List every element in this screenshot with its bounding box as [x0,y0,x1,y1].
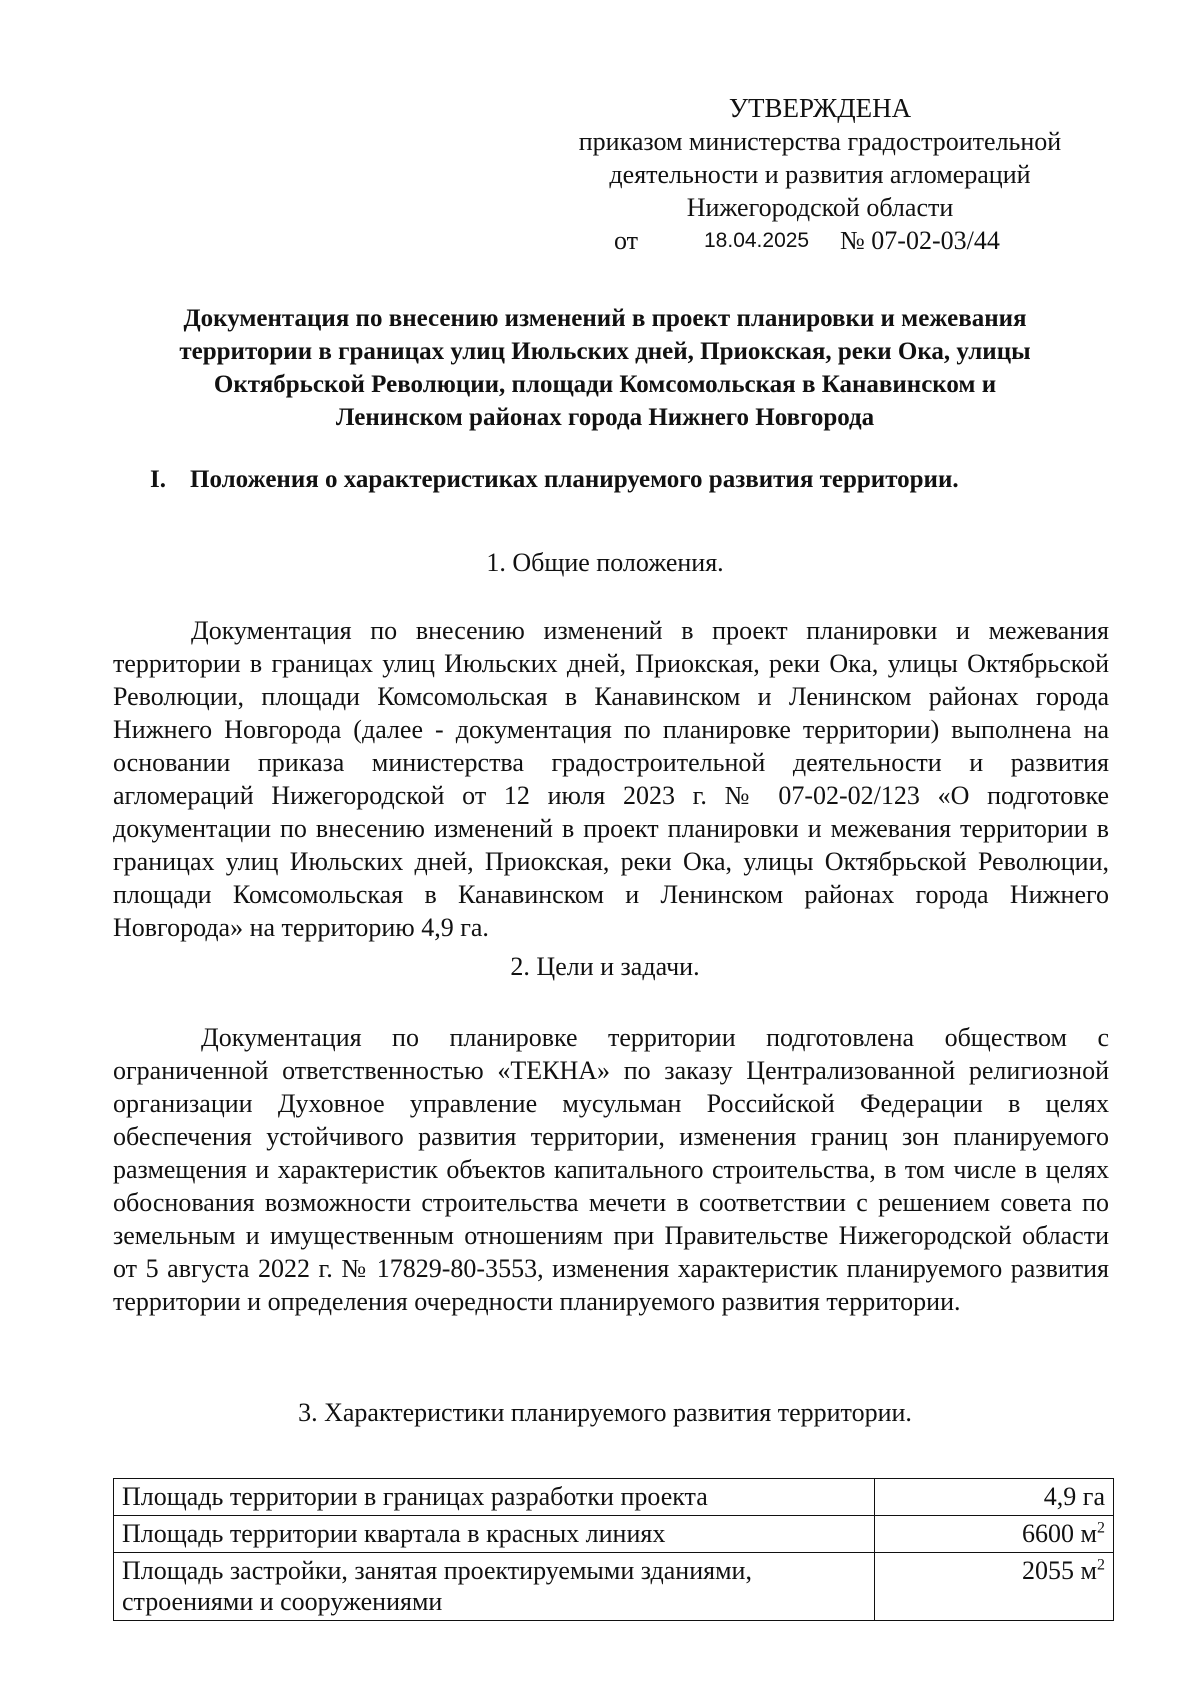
table-cell-value [875,1479,1114,1516]
value-superscript: 2 [1097,1519,1105,1537]
table-row [114,1479,1114,1516]
title-line: Ленинском районах города Нижнего Новгорода [335,404,875,431]
subsection-heading-characteristics: 3. Характеристики планируемого развития территории. [298,1398,912,1427]
value-superscript: 2 [1097,1556,1105,1574]
order-number: № 07-02-03/44 [840,226,1000,255]
table-row [114,1516,1114,1553]
value-text: 6600 м [1022,1519,1097,1548]
order-date: 18.04.2025 [704,229,810,252]
characteristics-table [113,1478,1114,1621]
subsection-heading-goals: 2. Цели и задачи. [510,952,700,981]
table-cell-label: Площадь территории квартала в красных линиях [114,1516,875,1553]
approval-heading: УТВЕРЖДЕНА [728,93,912,123]
section-heading [150,463,1110,496]
table-cell-value [875,1553,1114,1621]
from-label: от [614,226,639,255]
value-text: 4,9 га [1043,1482,1105,1511]
document-title [100,302,1110,434]
approval-line: деятельности и развития агломераций [609,160,1031,189]
approval-line: приказом министерства градостроительной [578,127,1062,156]
title-line: территории в границах улиц Июльских дней, Приокская, реки Ока, улицы [179,338,1031,365]
section-title-text: Положения о характеристиках планируемого развития территории. [190,466,959,493]
paragraph-goals: Документация по планировке территории подготовлена обществом с ограниченной ответственностью «ТЕКНА» по заказу Централизованной религиозной организации Духовное управление мусульман Российской Федерации в целях обеспечения устойчивого развития территории, изменения границ зон планируемого размещения и характеристик объектов капитального строительства, в том числе в целях обоснования возможности строительства мечети в соответствии с решением совета по земельным и имущественным отношениям при Правительстве Нижегородской области от 5 августа 2022 г. № 17829-80-3553, изменения характеристик планируемого развития территории и определения очередности планируемого развития территории. [113,1023,1109,1316]
table-cell-value [875,1516,1114,1553]
approval-stamp [540,92,1100,257]
title-line: Документация по внесению изменений в проект планировки и межевания [183,305,1027,332]
approval-line: Нижегородской области [686,193,954,222]
section-number: I. [150,466,166,493]
title-line: Октябрьской Революции, площади Комсомольская в Канавинском и [213,371,997,398]
table-row [114,1553,1114,1621]
subsection-heading-general: 1. Общие положения. [486,548,724,577]
paragraph-general: Документация по внесению изменений в проект планировки и межевания территории в границах улиц Июльских дней, Приокская, реки Ока, улицы Октябрьской Революции, площади Комсомольская в Канавинском и Ленинском районах города Нижнего Новгорода (далее - документация по планировке территории) выполнена на основании приказа министерства градостроительной деятельности и развития агломераций Нижегородской от 12 июля 2023 г. № 07-02-02/123 «О подготовке документации по внесению изменений в проект планировки и межевания территории в границах улиц Июльских дней, Приокская, реки Ока, улицы Октябрьской Революции, площади Комсомольская в Канавинском и Ленинском районах города Нижнего Новгорода» на территорию 4,9 га. [113,616,1109,942]
table-cell-label: Площадь территории в границах разработки проекта [114,1479,875,1516]
value-text: 2055 м [1022,1556,1097,1585]
order-number-line [540,224,1100,257]
table-cell-label: Площадь застройки, занятая проектируемыми зданиями, строениями и сооружениями [114,1553,875,1621]
